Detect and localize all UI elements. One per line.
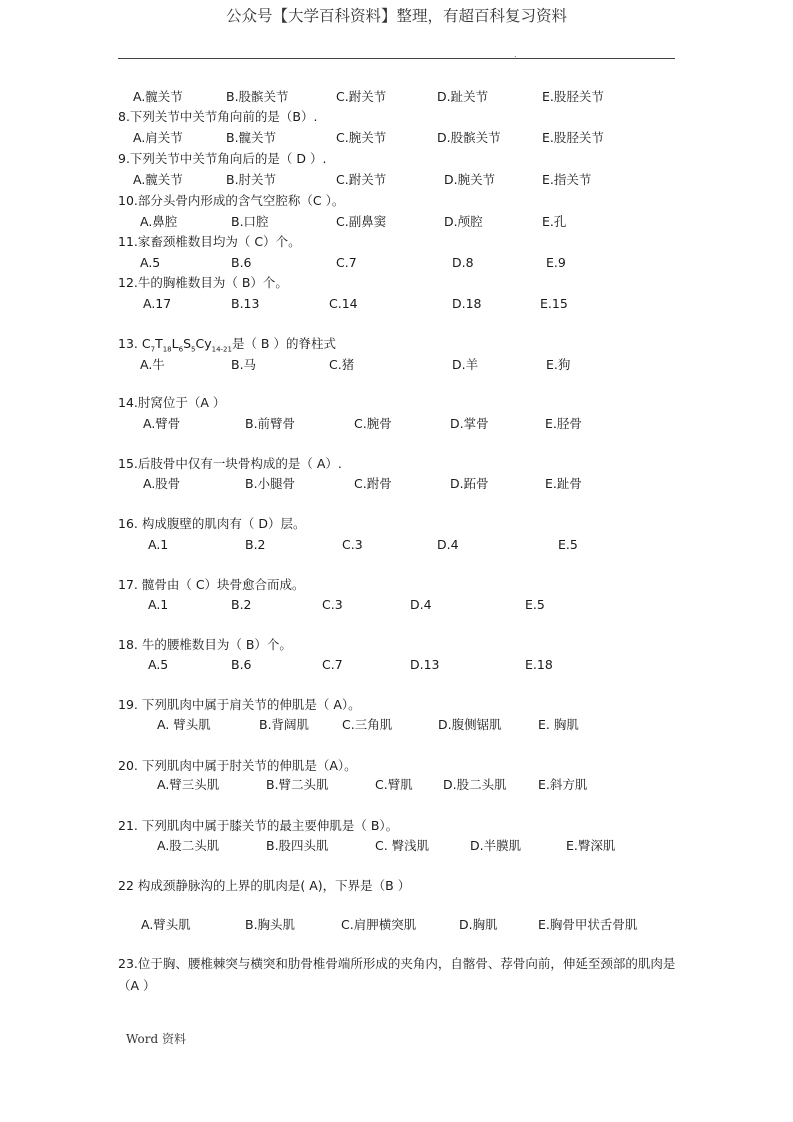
answer-option: B.6 [231,657,252,672]
answer-option: E.臀深肌 [566,838,616,853]
question-text: 19. 下列肌肉中属于肩关节的伸肌是（ A）。 [118,697,361,712]
answer-option: C.臂肌 [375,777,413,792]
page-footer: Word 资料 [126,1032,186,1046]
answer-option: A.5 [140,255,161,270]
answer-option: C.跗关节 [336,172,387,187]
answer-option: D.掌骨 [450,416,489,431]
answer-option: E. 胸肌 [538,717,579,732]
answer-option: E.5 [525,597,545,612]
question-text: 9.下列关节中关节角向后的是（ D ）. [118,151,327,166]
answer-option: B.臂二头肌 [266,777,329,792]
answer-option: E.孔 [542,214,567,229]
answer-option: E.趾骨 [545,476,582,491]
question-text: 12.牛的胸椎数目为（ B）个。 [118,275,288,290]
question-text: 20. 下列肌肉中属于肘关节的伸肌是（A）。 [118,758,357,773]
answer-option: C.跗关节 [336,89,387,104]
answer-option: A.牛 [140,357,165,372]
answer-option: C.3 [342,537,363,552]
question-text: 22 构成颈静脉沟的上界的肌肉是( A)，下界是（B ） [118,878,411,893]
answer-option: A.肩关节 [133,130,183,145]
answer-option: A.髋关节 [133,89,183,104]
answer-option: B.马 [231,357,257,372]
question-text: 18. 牛的腰椎数目为（ B）个。 [118,637,292,652]
answer-option: E.股胫关节 [542,130,604,145]
header-dot: . [514,50,517,59]
question-text: 15.后肢骨中仅有一块骨构成的是（ A）. [118,456,342,471]
answer-option: A.臂头肌 [141,917,191,932]
question-text: 14.肘窝位于（A ） [118,395,226,410]
answer-option: E.指关节 [542,172,592,187]
answer-option: A.5 [148,657,169,672]
answer-option: C.腕关节 [336,130,387,145]
answer-option: D.羊 [452,357,479,372]
question-text: 13. $C_7T_{18}L_6S_5Cy_{14-21}$是（ B ）的脊柱式 [118,336,336,354]
answer-option: D.股髌关节 [437,130,501,145]
answer-option: B.胸头肌 [245,917,296,932]
answer-option: C.三角肌 [342,717,393,732]
answer-option: C.7 [322,657,343,672]
answer-option: B.髋关节 [226,130,277,145]
answer-option: A.1 [148,597,169,612]
answer-option: B.13 [231,296,260,311]
answer-option: D.半膜肌 [470,838,522,853]
answer-option: C.副鼻窦 [336,214,387,229]
answer-option: B.2 [245,537,266,552]
answer-option: D.胸肌 [459,917,498,932]
question-text: 21. 下列肌肉中属于膝关节的最主要伸肌是（ B）。 [118,818,399,833]
answer-option: D.颅腔 [444,214,483,229]
answer-option: B.小腿骨 [245,476,296,491]
question-text: 10.部分头骨内形成的含气空腔称（C ）。 [118,193,345,208]
answer-option: B.2 [231,597,252,612]
answer-option: C.7 [336,255,357,270]
answer-option: A. 臂头肌 [157,717,211,732]
answer-option: B.前臂骨 [245,416,296,431]
answer-option: B.股四头肌 [266,838,329,853]
answer-option: E.胫骨 [545,416,582,431]
answer-option: A.髋关节 [133,172,183,187]
answer-option: B.肘关节 [226,172,277,187]
answer-option: D.腕关节 [444,172,496,187]
answer-option: E.股胫关节 [542,89,604,104]
answer-option: C.肩胛横突肌 [341,917,417,932]
answer-option: C.3 [322,597,343,612]
answer-option: D.18 [452,296,482,311]
answer-option: A.臂三头肌 [157,777,220,792]
answer-option: E.斜方肌 [538,777,588,792]
answer-option: D.13 [410,657,440,672]
answer-option: E.狗 [546,357,571,372]
answer-option: A.臂骨 [143,416,181,431]
answer-option: C.跗骨 [354,476,392,491]
answer-option: E.胸骨甲状舌骨肌 [538,917,638,932]
answer-option: E.18 [525,657,553,672]
answer-option: A.股骨 [143,476,181,491]
answer-option: C.14 [329,296,358,311]
answer-option: A.股二头肌 [157,838,220,853]
answer-option: A.鼻腔 [140,214,178,229]
answer-option: B.股髌关节 [226,89,289,104]
question-text: 17. 髋骨由（ C）块骨愈合而成。 [118,577,305,592]
answer-option: A.1 [148,537,169,552]
question-text: 8.下列关节中关节角向前的是（B）. [118,109,318,124]
question-text: 16. 构成腹壁的肌肉有（ D）层。 [118,516,306,531]
answer-option: C. 臀浅肌 [375,838,430,853]
answer-option: D.4 [410,597,432,612]
answer-option: E.9 [546,255,566,270]
answer-option: C.猪 [329,357,355,372]
answer-option: D.8 [452,255,474,270]
answer-option: E.15 [540,296,568,311]
answer-option: E.5 [558,537,578,552]
answer-option: D.4 [437,537,459,552]
answer-option: B.6 [231,255,252,270]
answer-option: D.趾关节 [437,89,489,104]
answer-option: B.口腔 [231,214,269,229]
answer-option: B.背阔肌 [259,717,310,732]
question-text: 11.家畜颈椎数目均为（ C）个。 [118,234,301,249]
answer-option: D.跖骨 [450,476,489,491]
answer-option: A.17 [143,296,172,311]
answer-option: D.腹侧锯肌 [438,717,502,732]
header-rule [118,58,675,59]
question-text: 23.位于胸、腰椎棘突与横突和肋骨椎骨端所形成的夹角内，自髂骨、荐骨向前，伸延至颈部的肌肉是（A ） [118,956,676,993]
answer-option: C.腕骨 [354,416,392,431]
page-header: 公众号【大学百科资料】整理，有超百科复习资料 [225,7,567,25]
answer-option: D.股二头肌 [443,777,507,792]
